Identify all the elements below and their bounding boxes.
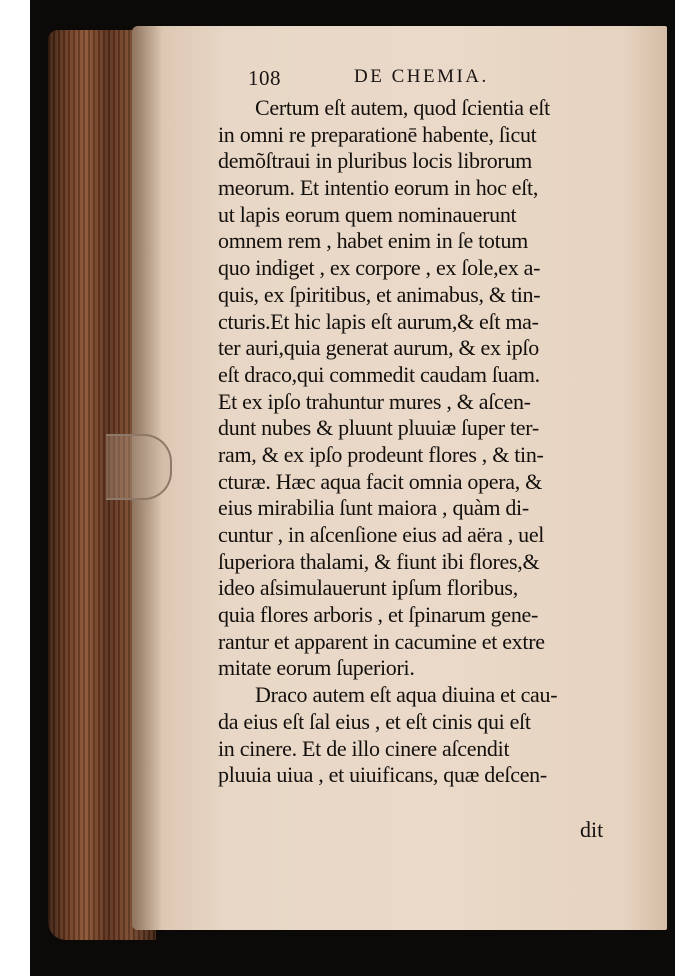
catchword: dit [580,817,604,842]
text-line: demõſtraui in pluribus locis librorum [218,148,532,174]
text-line: quo indiget , ex corpore , ex ſole,ex a- [218,255,541,281]
text-line: quia flores arboris , et ſpinarum gene- [218,602,539,628]
text-line: eius mirabilia ſunt maiora , quàm di- [218,495,529,521]
text-line: ſuperiora thalami, & fiunt ibi flores,& [218,548,540,574]
text-line: eſt draco,qui commedit caudam ſuam. [218,361,540,387]
paragraph-1 [218,95,622,682]
text-line: omnem rem , habet enim in ſe totum [218,228,528,254]
text-line: ram, & ex ipſo prodeunt flores , & tin- [218,441,544,467]
text-line: Certum eſt autem, quod ſcientia eſt [255,95,550,120]
text-line: cuntur , in aſcenſione eius ad aëra , uel [218,522,545,547]
text-line: pluuia uiua , et uiuificans, quæ deſcen- [218,762,547,788]
text-line: quis, ex ſpiritibus, et animabus, & tin- [218,281,541,307]
text-line: cturæ. Hæc aqua facit omnia opera, & [218,468,542,494]
text-line: rantur et apparent in cacumine et extre [218,628,545,654]
paragraph-2 [218,682,622,789]
text-line: cturis.Et hic lapis eſt aurum,& eſt ma- [218,308,539,334]
running-title: DE CHEMIA. [354,66,489,87]
text-line: ut lapis eorum quem nominauerunt [218,201,517,227]
text-line: da eius eſt ſal eius , et eſt cinis qui eſt [218,708,531,734]
body-text [218,95,622,789]
text-line: in omni re preparationē habente, ſicut [218,121,537,147]
text-line: mitate eorum ſuperiori. [218,655,415,681]
text-line: Et ex ipſo trahuntur mures , & aſcen- [218,388,531,414]
text-line: ideo aſsimulauerunt ipſum floribus, [218,575,518,601]
page-number: 108 [248,66,281,90]
text-line: in cinere. Et de illo cinere aſcendit [218,735,510,761]
page-clip-tab [106,434,172,500]
text-line: ter auri,quia generat aurum, & ex ipſo [218,335,539,361]
text-line: Draco autem eſt aqua diuina et cau- [255,682,558,708]
text-line: meorum. Et intentio eorum in hoc eſt, [218,175,539,201]
text-line: dunt nubes & pluunt pluuiæ ſuper ter- [218,415,539,441]
